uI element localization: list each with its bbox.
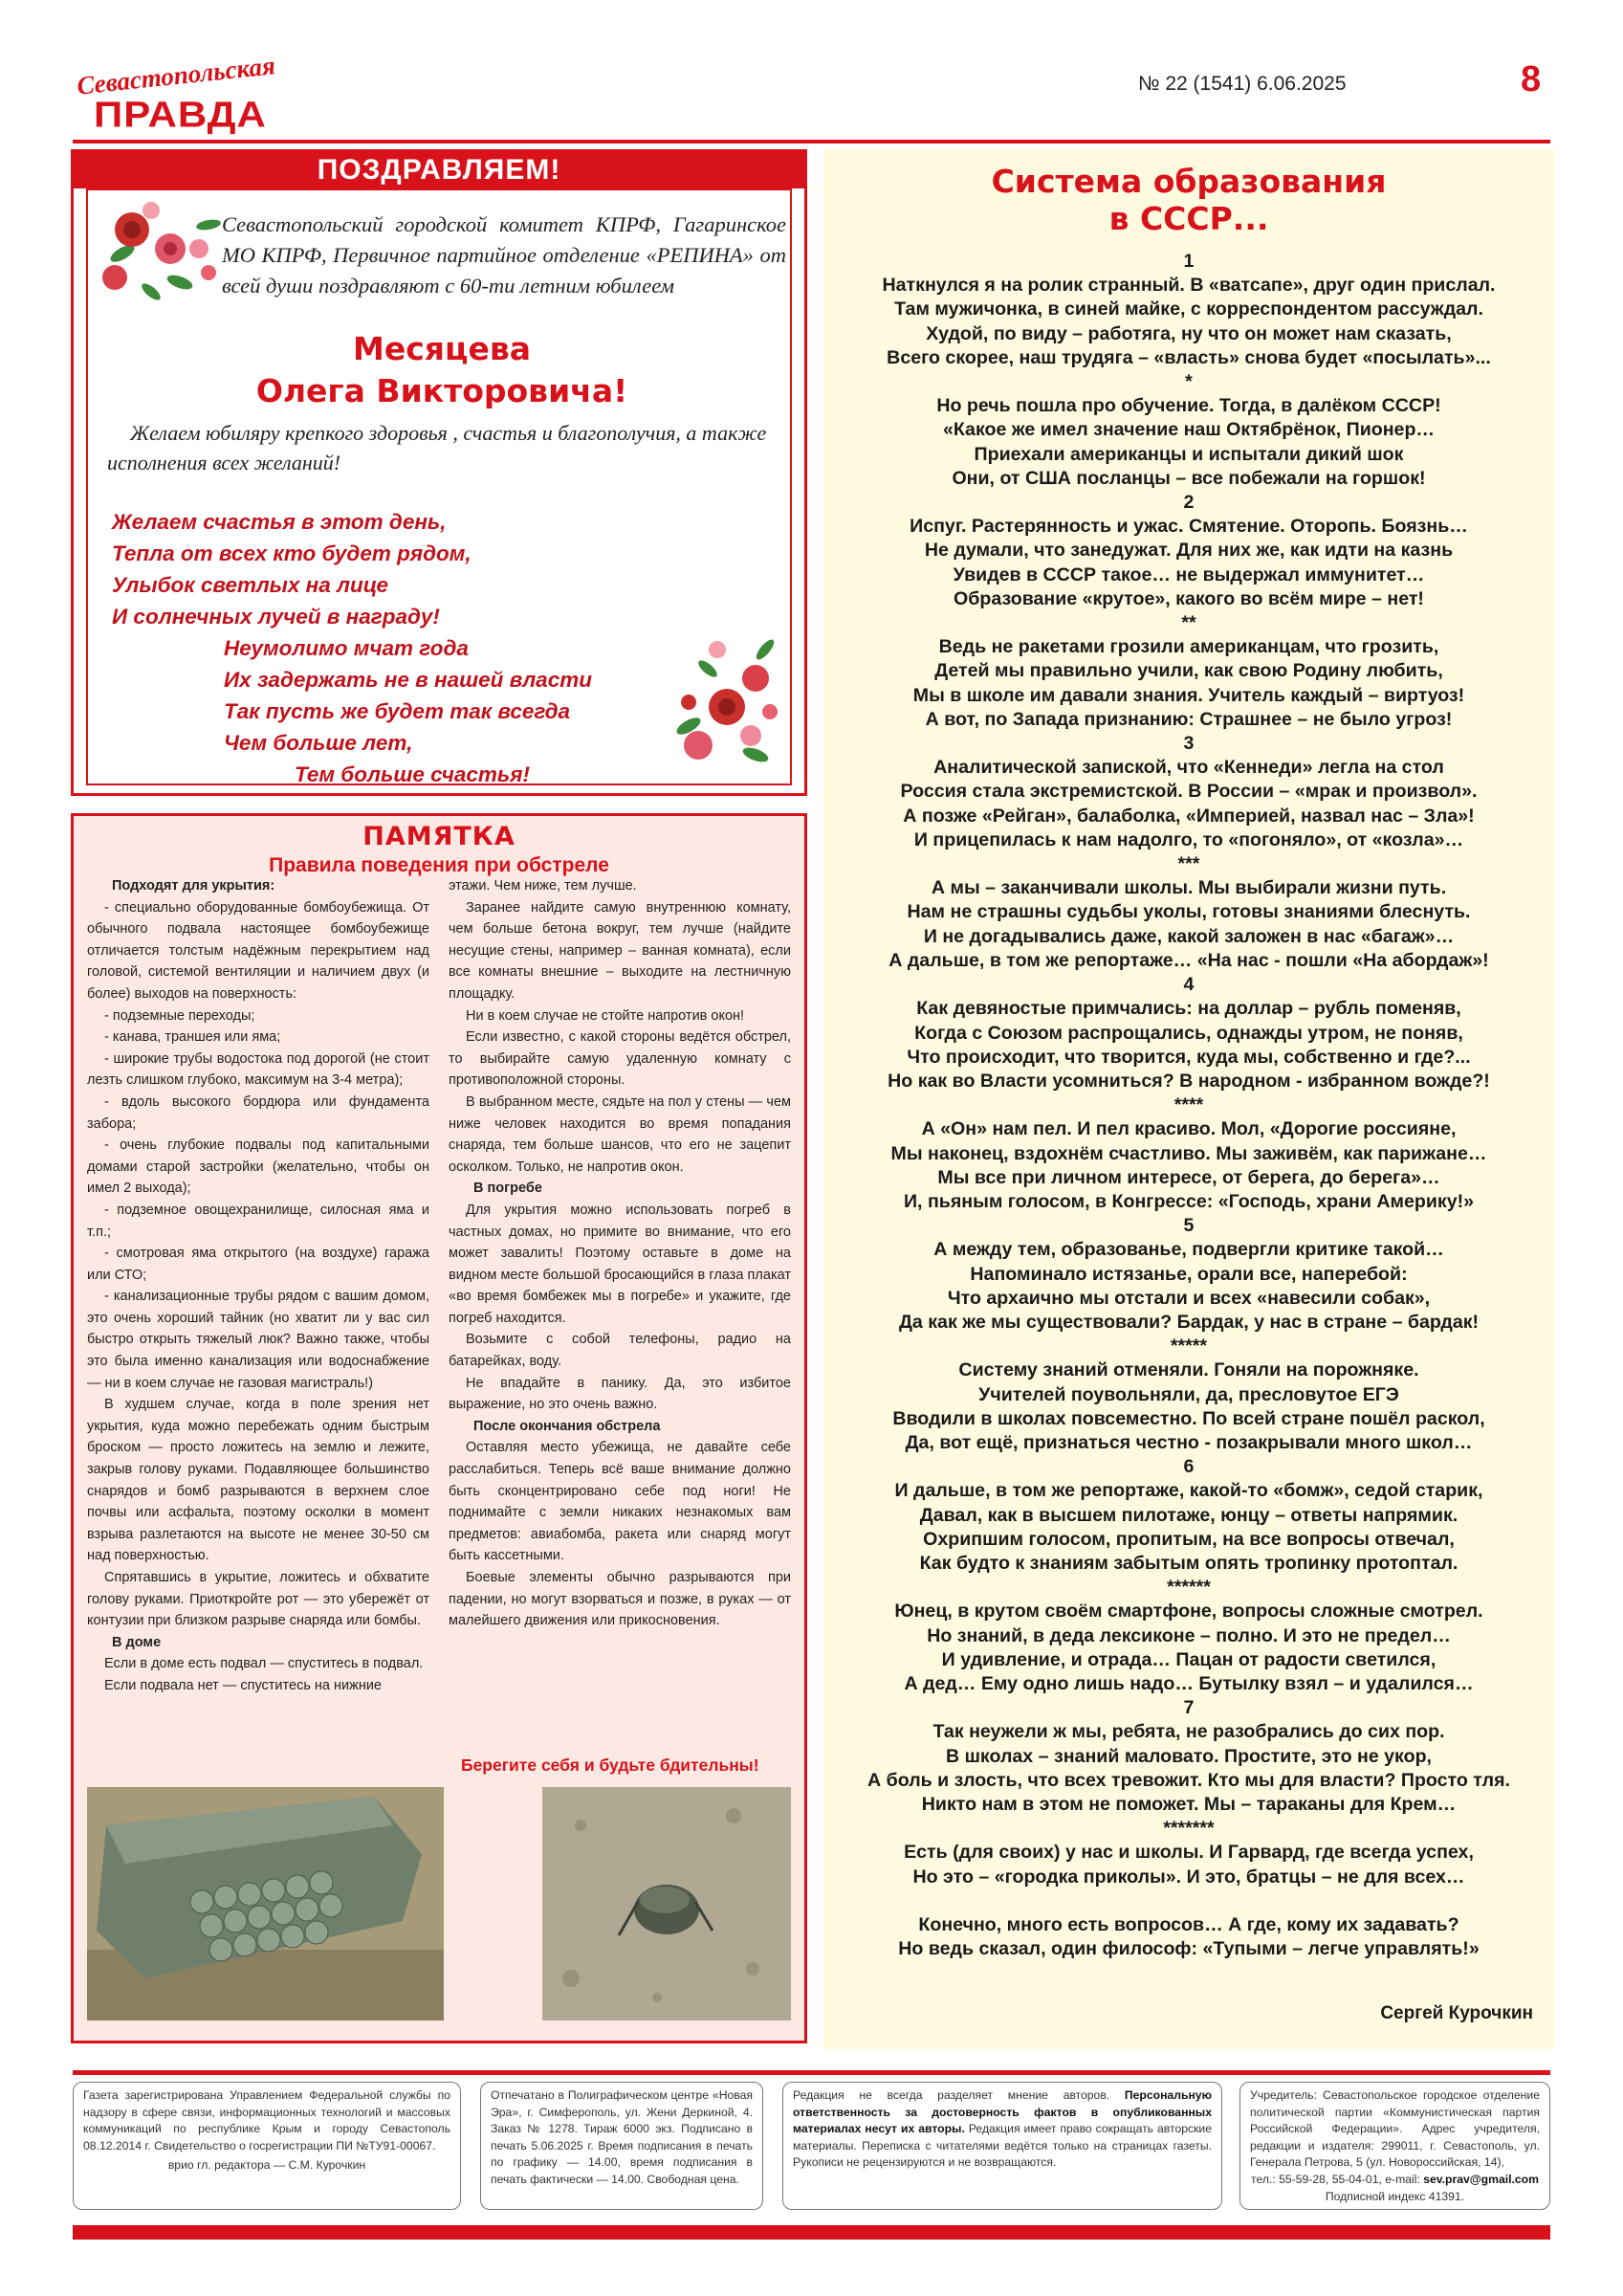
poem-line: * bbox=[1185, 371, 1193, 393]
poem-line: 2 bbox=[1183, 492, 1195, 514]
poem-line: 4 bbox=[1183, 974, 1195, 996]
poem-line: Но ведь сказал, один философ: «Тупыми – легче управлять!» bbox=[898, 1938, 1480, 1960]
poem-line: И удивление, и отрада… Пацан от радости светился, bbox=[941, 1648, 1437, 1670]
honoree-name: Олега Викторовича! bbox=[255, 372, 628, 409]
submunition-photo bbox=[542, 1787, 791, 2020]
memo-subtitle: Правила поведения при обстреле bbox=[269, 854, 609, 876]
poem-line: Конечно, много есть вопросов… А где, кому их задавать? bbox=[918, 1913, 1459, 1935]
poem-line: Мы все при личном интересе, от берега, до берега»… bbox=[937, 1166, 1440, 1188]
poem-line: И солнечных лучей в награду! bbox=[112, 605, 440, 629]
poem-line: Учителей поувольняли, да, пресловутое ЕГЭ bbox=[978, 1383, 1399, 1405]
memo-paragraph: - специально оборудованные бомбоубежища. От обычного подвала настоящее бомбоубежище отличается толстым надёжным перекрытием над головой, системой вентиляции и наличием двух (и более) выходов на поверхность: bbox=[87, 899, 429, 1002]
poem-line: Что происходит, что творится, куда мы, собственно и где?... bbox=[907, 1046, 1471, 1068]
registration-text: Газета зарегистрирована Управлением Федеральной службы по надзору в сфере связи, информационных технологий и массовых коммуникаций по республике Крым и городу Севастополь 08.12.2014 г. Свидетельство о госрегистрации ПИ №ТУ91-00067. bbox=[83, 2088, 450, 2152]
poem-line: Ведь не ракетами грозили американцам, что грозить, bbox=[938, 636, 1439, 658]
memo-heading: Подходят для укрытия: bbox=[112, 878, 275, 894]
poem-line: Но как во Власти усомниться? В народном - избранном вожде?! bbox=[888, 1070, 1490, 1092]
header-divider bbox=[73, 140, 1550, 144]
poem-line: А вот, по Запада признанию: Страшнее – не было угроз! bbox=[925, 708, 1453, 730]
poem-line: 6 bbox=[1183, 1456, 1195, 1478]
memo-title: ПАМЯТКА bbox=[362, 822, 515, 851]
publisher-text: Учредитель: Севастопольское городское отделение политической партии «Коммунистическая партия Российской Федерации». Адрес учредителя, редакции и издателя: 299011, г. Севастополь, ул. Генерала Петрова, 5 (ул. Новороссийская, 14), bbox=[1250, 2088, 1540, 2170]
memo-paragraph: Спрятавшись в укрытие, ложитесь и обхватите голову руками. Приоткройте рот — это убережёт от контузии при близком разрыве снаряда или бомбы. bbox=[87, 1570, 429, 1629]
poem-line: Приехали американцы и испытали дикий шок bbox=[974, 443, 1404, 465]
poem-line: И не догадывались даже, какой заложен в нас «багаж»… bbox=[923, 925, 1455, 947]
poem-line: Они, от США посланцы – все побежали на горшок! bbox=[952, 467, 1426, 489]
rose-bouquet-icon bbox=[660, 611, 789, 784]
memo-paragraph: - очень глубокие подвалы под капитальными домами старой застройки (желательно, чтобы он имел 2 выхода); bbox=[87, 1137, 429, 1197]
memo-column-1 bbox=[87, 875, 429, 1697]
poem-line: Улыбок светлых на лице bbox=[112, 573, 388, 597]
article-title-line: в СССР... bbox=[1108, 200, 1269, 237]
logo-bottom-text: ПРАВДА bbox=[94, 94, 267, 135]
memo-paragraph: - подземные переходы; bbox=[104, 1007, 255, 1024]
poem-line: 7 bbox=[1183, 1697, 1195, 1719]
poem-line: *** bbox=[1177, 853, 1200, 875]
poem-line: Когда с Союзом распрощались, однажды утром, не поняв, bbox=[914, 1022, 1463, 1044]
poem-line: Охрипшим голосом, пропитым, на все вопросы отвечал, bbox=[923, 1528, 1455, 1550]
poem-line: А боль и злость, что всех тревожит. Кто мы для власти? Просто тля. bbox=[867, 1769, 1510, 1791]
poem-line: Всего скорее, наш трудяга – «власть» снова будет «посылать»... bbox=[887, 346, 1491, 368]
poem-line: Вводили в школах повсеместно. По всей стране пошёл раскол, bbox=[892, 1407, 1485, 1429]
subscription-index: Подписной индекс 41391. bbox=[1325, 2189, 1465, 2203]
poem-line bbox=[843, 1889, 1535, 1913]
logo-top-text: Севастопольская bbox=[75, 51, 277, 100]
honoree-surname: Месяцева bbox=[353, 330, 531, 367]
memo-paragraph: - смотровая яма открытого (на воздухе) гаража или СТО; bbox=[87, 1246, 429, 1283]
poem-line: Образование «крутое», какого во всём мире – нет! bbox=[954, 587, 1424, 609]
memo-paragraph: Если известно, с какой стороны ведётся обстрел, то выбирайте самую удаленную комнату с противоположной стороны. bbox=[449, 1029, 791, 1089]
poem-line: И, пьяным голосом, в Конгрессе: «Господь, храни Америку!» bbox=[903, 1190, 1475, 1212]
phone-text: тел.: 55-59-28, 55-04-01, e-mail: bbox=[1251, 2172, 1424, 2186]
poem-line: Что архаично мы отстали и всех «навесили собак», bbox=[947, 1287, 1431, 1309]
memo-paragraph: этажи. Чем ниже, тем лучше. bbox=[449, 878, 637, 894]
poem-line: Аналитической запиской, что «Кеннеди» легла на стол bbox=[933, 757, 1444, 779]
poem-line: А «Он» нам пел. И пел красиво. Мол, «Дорогие россияне, bbox=[921, 1118, 1457, 1140]
poem-line: Как будто к знаниям забытым опять тропинку протоптал. bbox=[919, 1552, 1459, 1574]
poem-line: Их задержать не в нашей власти bbox=[224, 668, 592, 692]
memo-paragraph: В выбранном месте, сядьте на пол у стены — чем ниже человек находится во время попадания снаряда, тем больше шансов, что его не зацепит осколком. Только, не напротив окон. bbox=[449, 1093, 791, 1175]
memo-heading: После окончания обстрела bbox=[473, 1418, 661, 1434]
editor-line: врио гл. редактора — С.М. Курочкин bbox=[167, 2158, 366, 2173]
poem-line: И дальше, в том же репортаже, какой-то «бомж», седой старик, bbox=[894, 1480, 1483, 1502]
newspaper-logo bbox=[73, 51, 277, 135]
memo-paragraph: Если в доме есть подвал — спуститесь в подвал. bbox=[104, 1656, 424, 1672]
memo-paragraph: Боевые элементы обычно разрываются при падении, но могут взорваться и позже, в руках — от малейшего движения или прикосновения. bbox=[449, 1570, 791, 1629]
poem-line: Но речь пошла про обучение. Тогда, в далёком СССР! bbox=[936, 395, 1441, 417]
memo-paragraph: Если подвала нет — спуститесь на нижние bbox=[104, 1677, 382, 1693]
memo-closing: Берегите себя и будьте бдительны! bbox=[461, 1755, 759, 1775]
poem-line: Есть (для своих) у нас и школы. И Гарвард, где всегда успех, bbox=[904, 1842, 1474, 1864]
editorial-disclaimer bbox=[782, 2082, 1222, 2210]
poem-line: ******* bbox=[1163, 1818, 1215, 1840]
poem-line: Мы наконец, вздохнём счастливо. Мы заживём, как парижане… bbox=[890, 1142, 1487, 1164]
registration-info bbox=[73, 2082, 461, 2210]
poem-line: Наткнулся я на ролик странный. В «ватсапе», друг один прислал. bbox=[882, 275, 1496, 297]
memo-paragraph: - канава, траншея или яма; bbox=[104, 1029, 281, 1046]
page-number: 8 bbox=[1521, 59, 1542, 99]
poem-line: Но это – «городка приколы». И это, братцы – не для всех… bbox=[912, 1866, 1465, 1888]
poem-line: Юнец, в крутом своём смартфоне, вопросы сложные смотрел. bbox=[894, 1601, 1483, 1623]
poem-line: ****** bbox=[1167, 1577, 1211, 1599]
poem-line: В школах – знаний маловато. Простите, это не укор, bbox=[946, 1745, 1432, 1767]
article-author: Сергей Курочкин bbox=[1380, 2003, 1533, 2023]
poem-line: 5 bbox=[1183, 1215, 1195, 1237]
memo-paragraph: - широкие трубы водостока под дорогой (не стоит лезть слишком глубоко, максимум на 3-4 метра); bbox=[87, 1050, 429, 1089]
congratulations-intro: Севастопольский городской комитет КПРФ, Гагаринское МО КПРФ, Первичное партийное отделение «РЕПИНА» от всей души поздравляют с 60-ти летним юбилеем bbox=[222, 212, 786, 298]
poem-line: Да как же мы существовали? Бардак, у нас в стране – бардак! bbox=[898, 1311, 1480, 1333]
poem-text bbox=[843, 250, 1535, 1961]
poem-line: Увидев в СССР такое… не выдержал иммунитет… bbox=[953, 563, 1425, 585]
poem-line: Тем больше счастья! bbox=[295, 762, 531, 786]
poem-block-2 bbox=[224, 632, 592, 790]
publisher-info bbox=[1239, 2082, 1550, 2210]
poem-line: 3 bbox=[1183, 733, 1195, 755]
memo-paragraph: - подземное овощехранилище, силосная яма и т.п.; bbox=[87, 1202, 429, 1240]
poem-line: 1 bbox=[1183, 251, 1195, 272]
poem-line: Как девяностые примчались: на доллар – рубль поменяв, bbox=[916, 998, 1461, 1020]
poem-line: А дед… Ему одно лишь надо… Бутылку взял – и удалился… bbox=[904, 1672, 1474, 1694]
poem-line: Худой, по виду – работяга, ну что он может нам сказать, bbox=[926, 322, 1452, 344]
poem-line: Да, вот ещё, признаться честно - позакрывали много школ… bbox=[905, 1431, 1473, 1453]
poem-line: Напоминало истязанье, орали все, наперебой: bbox=[970, 1263, 1408, 1285]
poem-line: ** bbox=[1181, 612, 1196, 634]
poem-article bbox=[823, 149, 1554, 2049]
poem-line: Так неужели ж мы, ребята, не разобрались до сих пор. bbox=[932, 1721, 1445, 1743]
poem-line: А позже «Рейган», балаболка, «Империей, назвал нас – Зла»! bbox=[903, 805, 1475, 827]
congratulations-wish: Желаем юбиляру крепкого здоровья , счастья и благополучия, а также исполнения всех желаний! bbox=[107, 421, 767, 475]
poem-line: Но знаний, в деда лексиконе – полно. И это не предел… bbox=[927, 1624, 1451, 1646]
poem-line: Детей мы правильно учили, как свою Родину любить, bbox=[934, 660, 1443, 682]
disclaimer-text: Редакция имеет право сокращать авторские материалы. Переписка с читателями ведётся только на страницах газеты. Рукописи не рецензируются и не возвращаются. bbox=[793, 2122, 1213, 2170]
poem-line: А дальше, в том же репортаже… «На нас - пошли «На абордаж»! bbox=[888, 949, 1489, 971]
poem-block-1 bbox=[112, 506, 472, 632]
poem-line: А между тем, образованье, подвергли критике такой… bbox=[933, 1239, 1444, 1261]
memo-paragraph: Ни в коем случае не стойте напротив окон! bbox=[466, 1007, 745, 1024]
memo-paragraph: В худшем случае, когда в поле зрения нет укрытия, куда можно перебежать одним быстрым броском — просто ложитесь на землю и лежите, закрыв голову руками. Подавляющее большинство снарядов и бомб разрываются в верхнем слое почвы или асфальта, поэтому осколки в момент взрыва разлетаются на высоте не менее 30-50 см над поверхностью. bbox=[87, 1397, 429, 1564]
congratulations-frame bbox=[86, 188, 792, 785]
disclaimer-text: Редакция не всегда разделяет мнение авторов. bbox=[793, 2088, 1125, 2102]
poem-line: Там мужичонка, в синей майке, с корреспондентом рассуждал. bbox=[894, 298, 1483, 320]
footer-bar bbox=[73, 2225, 1550, 2240]
article-title-line: Система образования bbox=[991, 163, 1387, 200]
poem-line: Систему знаний отменяли. Гоняли на порожняке. bbox=[958, 1359, 1419, 1381]
memo-paragraph: Не впадайте в панику. Да, это избитое выражение, но это очень важно. bbox=[449, 1375, 791, 1413]
poem-line: Чем больше лет, bbox=[224, 731, 413, 755]
poem-line: Неумолимо мчат года bbox=[224, 636, 469, 660]
email-link[interactable]: sev.prav@gmail.com bbox=[1423, 2172, 1539, 2186]
poem-line: «Какое же имел значение наш Октябрёнок, Пионер… bbox=[942, 419, 1436, 441]
rose-bouquet-icon bbox=[94, 196, 237, 311]
poem-line: Желаем счастья в этот день, bbox=[112, 510, 447, 534]
congratulations-box bbox=[71, 149, 807, 796]
article-title bbox=[823, 163, 1554, 237]
memo-paragraph: - вдоль высокого бордюра или фундамента забора; bbox=[87, 1093, 429, 1132]
memo-heading: В доме bbox=[112, 1634, 162, 1650]
poem-line: Тепла от всех кто будет рядом, bbox=[112, 541, 472, 565]
poem-line: ***** bbox=[1170, 1336, 1208, 1358]
poem-line: А мы – заканчивали школы. Мы выбирали жизни путь. bbox=[931, 877, 1447, 899]
footer-divider bbox=[73, 2070, 1550, 2075]
printing-info: Отпечатано в Полиграфическом центре «Новая Эра», г. Симферополь, ул. Жени Деркиной, 4. Заказ № 1278. Тираж 6000 экз. Подписано в печать 5.06.2025 г. Время подписания в печать по графику — 14.00, время подписания в печать фактически — 14.00. Свободная цена. bbox=[480, 2082, 763, 2210]
cluster-bomb-photo bbox=[87, 1787, 444, 2020]
poem-line: Испуг. Растерянность и ужас. Смятение. Оторопь. Боязнь… bbox=[910, 516, 1468, 538]
memo-heading: В погребе bbox=[473, 1181, 542, 1197]
poem-line: И прицепилась к нам надолго, то «погоняло», от «козла»… bbox=[913, 828, 1464, 850]
memo-paragraph: Для укрытия можно использовать погреб в частных домах, но примите во внимание, что его может завалить! Поэтому оставьте в доме на видном месте большой бросающийся в глаза плакат «во время бомбежек мы в погребе» и укажите, где погреб находится. bbox=[449, 1202, 791, 1326]
memo-paragraph: - канализационные трубы рядом с вашим домом, это очень хороший тайник (но хватит ли у вас сил быстро открыть тяжелый люк? Важно также, чтобы это была именно канализация или водоснабжение — ни в коем случае не газовая магистраль!) bbox=[87, 1289, 429, 1391]
disclaimer-bold-text: Персональную ответственность за достоверность фактов в опубликованных материалах несут их авторы. bbox=[793, 2088, 1212, 2136]
congratulations-title: ПОЗДРАВЛЯЕМ! bbox=[74, 152, 804, 188]
memo-column-2 bbox=[449, 875, 791, 1632]
issue-info: № 22 (1541) 6.06.2025 bbox=[1138, 73, 1347, 95]
poem-line: Нам не страшны судьбы уколы, готовы знаниями блеснуть. bbox=[907, 901, 1471, 923]
safety-memo-box bbox=[71, 813, 807, 2043]
poem-line: Россия стала экстремистской. В России – «мрак и произвол». bbox=[900, 781, 1478, 803]
poem-line: **** bbox=[1173, 1094, 1204, 1116]
memo-paragraph: Заранее найдите самую внутреннюю комнату, чем больше бетона вокруг, тем лучше (найдите несущие стены, например – ванная комната), если все комнаты внешние – выходите на лестничную площадку. bbox=[449, 899, 791, 1002]
poem-line: Мы в школе им давали знания. Учитель каждый – виртуоз! bbox=[912, 684, 1465, 706]
poem-line: Никто нам в этом не поможет. Мы – тараканы для Крем… bbox=[921, 1794, 1457, 1815]
poem-line: Давал, как в высшем пилотаже, юнцу – ответы напрямик. bbox=[919, 1504, 1459, 1526]
memo-paragraph: Возьмите с собой телефоны, радио на батарейках, воду. bbox=[449, 1332, 791, 1370]
poem-line: Не думали, что занедужат. Для них же, как идти на казнь bbox=[924, 540, 1454, 562]
poem-line: Так пусть же будет так всегда bbox=[224, 699, 570, 723]
memo-paragraph: Оставляя место убежища, не давайте себе расслабиться. Теперь всё ваше внимание должно быть сконцентрировано себе под ноги! Не поднимайте с земли никаких незнакомых вам предметов: авиабомба, ракета или снаряд могут быть кассетными. bbox=[449, 1440, 791, 1564]
